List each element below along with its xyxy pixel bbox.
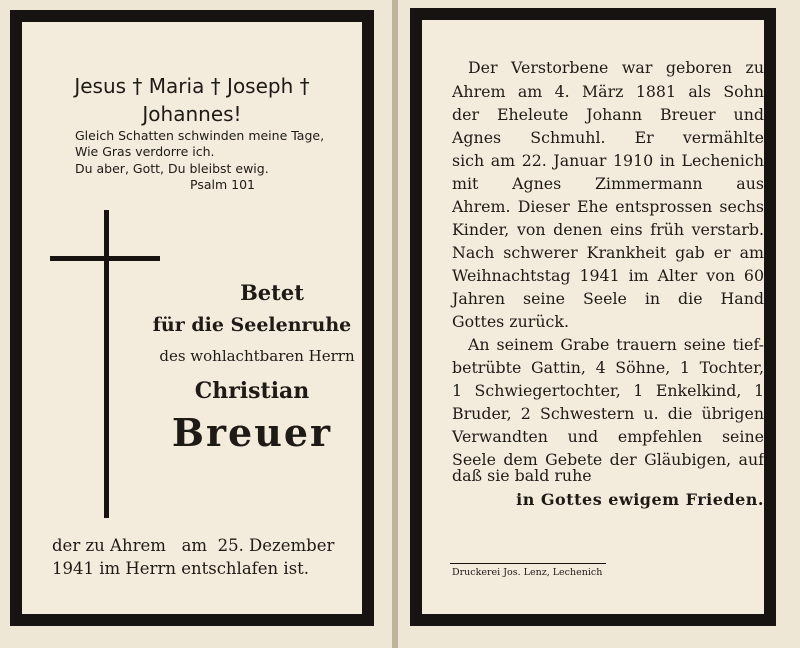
- biography-line: Kinder, von denen eins früh verstarb.: [452, 220, 764, 239]
- biography-line: Verwandten und empfehlen seine: [452, 427, 764, 446]
- biography-line: Nach schwerer Krankheit gab er am: [452, 243, 764, 262]
- prayer-line: des wohlachtbaren Herrn: [159, 347, 355, 365]
- biography-line: Weihnachtstag 1941 im Alter von 60: [452, 266, 764, 285]
- prayer-heading: Betet: [240, 280, 304, 305]
- printer-divider: [450, 563, 606, 564]
- black-mourning-border: [410, 8, 776, 626]
- biography-line: An seinem Grabe trauern seine tief-: [468, 335, 764, 354]
- biography-line: Seele dem Gebete der Gläubigen, auf: [452, 450, 764, 469]
- biography-line: Bruder, 2 Schwestern u. die übrigen: [452, 404, 764, 423]
- verse-line: Wie Gras verdorre ich.: [75, 144, 215, 159]
- deceased-surname: Breuer: [171, 410, 333, 455]
- invocation-name: Johannes!: [142, 102, 242, 126]
- biography-line: betrübte Gattin, 4 Söhne, 1 Tochter,: [452, 358, 764, 377]
- biography-line: Agnes Schmuhl. Er vermählte: [452, 128, 764, 147]
- biography-line: mit Agnes Zimmermann aus: [452, 174, 764, 193]
- verse-reference: Psalm 101: [190, 177, 255, 192]
- right-card-page: [398, 0, 800, 648]
- printer-imprint: Druckerei Jos. Lenz, Lechenich: [452, 567, 603, 578]
- deceased-first-name: Christian: [194, 378, 310, 404]
- death-notice-line: 1941 im Herrn entschlafen ist.: [52, 559, 310, 578]
- biography-line: der Eheleute Johann Breuer und: [452, 105, 764, 124]
- verse-line: Du aber, Gott, Du bleibst ewig.: [75, 161, 269, 176]
- closing-blessing: in Gottes ewigem Frieden.: [516, 490, 764, 509]
- biography-line: Ahrem. Dieser Ehe entsprossen sechs: [452, 197, 764, 216]
- biography-line: 1 Schwiegertochter, 1 Enkelkind, 1: [452, 381, 764, 400]
- biography-line: daß sie bald ruhe: [452, 466, 592, 485]
- black-mourning-border: [10, 10, 374, 626]
- verse-line: Gleich Schatten schwinden meine Tage,: [75, 128, 325, 143]
- biography-line: Ahrem am 4. März 1881 als Sohn: [452, 82, 764, 101]
- biography-line: sich am 22. Januar 1910 in Lechenich: [452, 151, 764, 170]
- prayer-line: für die Seelenruhe: [152, 314, 352, 336]
- biography-line: Jahren seine Seele in die Hand: [452, 289, 764, 308]
- biography-line: Gottes zurück.: [452, 312, 569, 331]
- biography-line: Der Verstorbene war geboren zu: [468, 58, 764, 77]
- cross-icon-bar: [50, 256, 160, 261]
- left-card-page: [0, 0, 392, 648]
- death-notice-line: der zu Ahrem am 25. Dezember: [52, 536, 335, 555]
- invocation-line: Jesus † Maria † Joseph †: [74, 74, 310, 98]
